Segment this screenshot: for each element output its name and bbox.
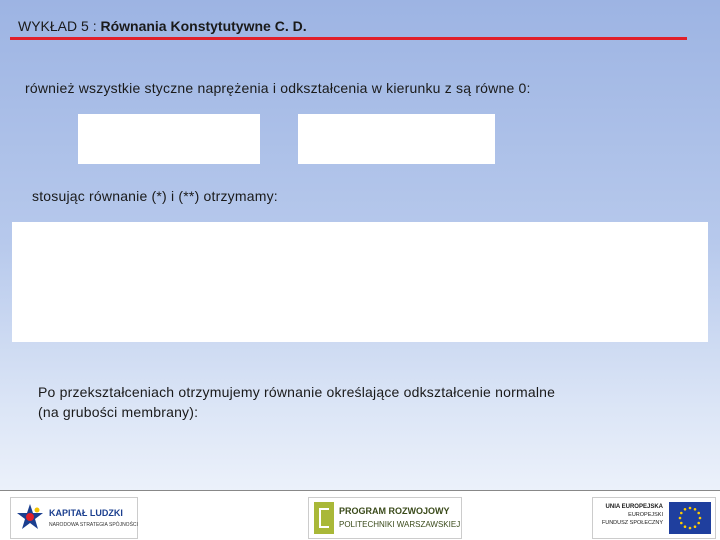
lecture-label: WYKŁAD 5 : [18,18,101,34]
equation-image-1 [78,114,260,164]
eu-flag-icon [669,502,711,534]
text-conclusion-line-1: Po przekształceniach otrzymujemy równanie określające odkształcenie normalne [38,384,556,400]
slide-title: Równania Konstytutywne C. D. [100,18,307,34]
equation-image-3 [12,222,708,342]
kapital-ludzki-name: KAPITAŁ LUDZKI [49,508,123,518]
header-divider [10,37,687,40]
eu-line-1: UNIA EUROPEJSKA [605,504,663,510]
eu-logo [592,497,716,539]
kapital-ludzki-sub: NARODOWA STRATEGIA SPÓJNOŚCI [49,522,138,528]
program-mark-icon [314,502,334,534]
footer-logos [0,490,720,540]
eu-line-2: EUROPEJSKI [628,512,663,518]
star-icon [15,502,45,532]
eu-line-3: FUNDUSZ SPOŁECZNY [601,520,663,526]
program-rozwojowy-logo [308,497,462,539]
equation-image-2 [298,114,495,164]
program-line-1: PROGRAM ROZWOJOWY [339,506,450,516]
eu-text [597,503,663,527]
text-conclusion-line-2: (na grubości membrany): [38,404,199,420]
program-line-2: POLITECHNIKI WARSZAWSKIEJ [339,520,461,529]
text-conclusion [38,382,678,422]
text-using-equations: stosując równanie (*) i (**) otrzymamy: [32,188,278,204]
kapital-ludzki-logo [10,497,138,539]
slide-header [18,18,307,34]
text-shear-zero: również wszystkie styczne naprężenia i odkształcenia w kierunku z są równe 0: [25,80,531,96]
